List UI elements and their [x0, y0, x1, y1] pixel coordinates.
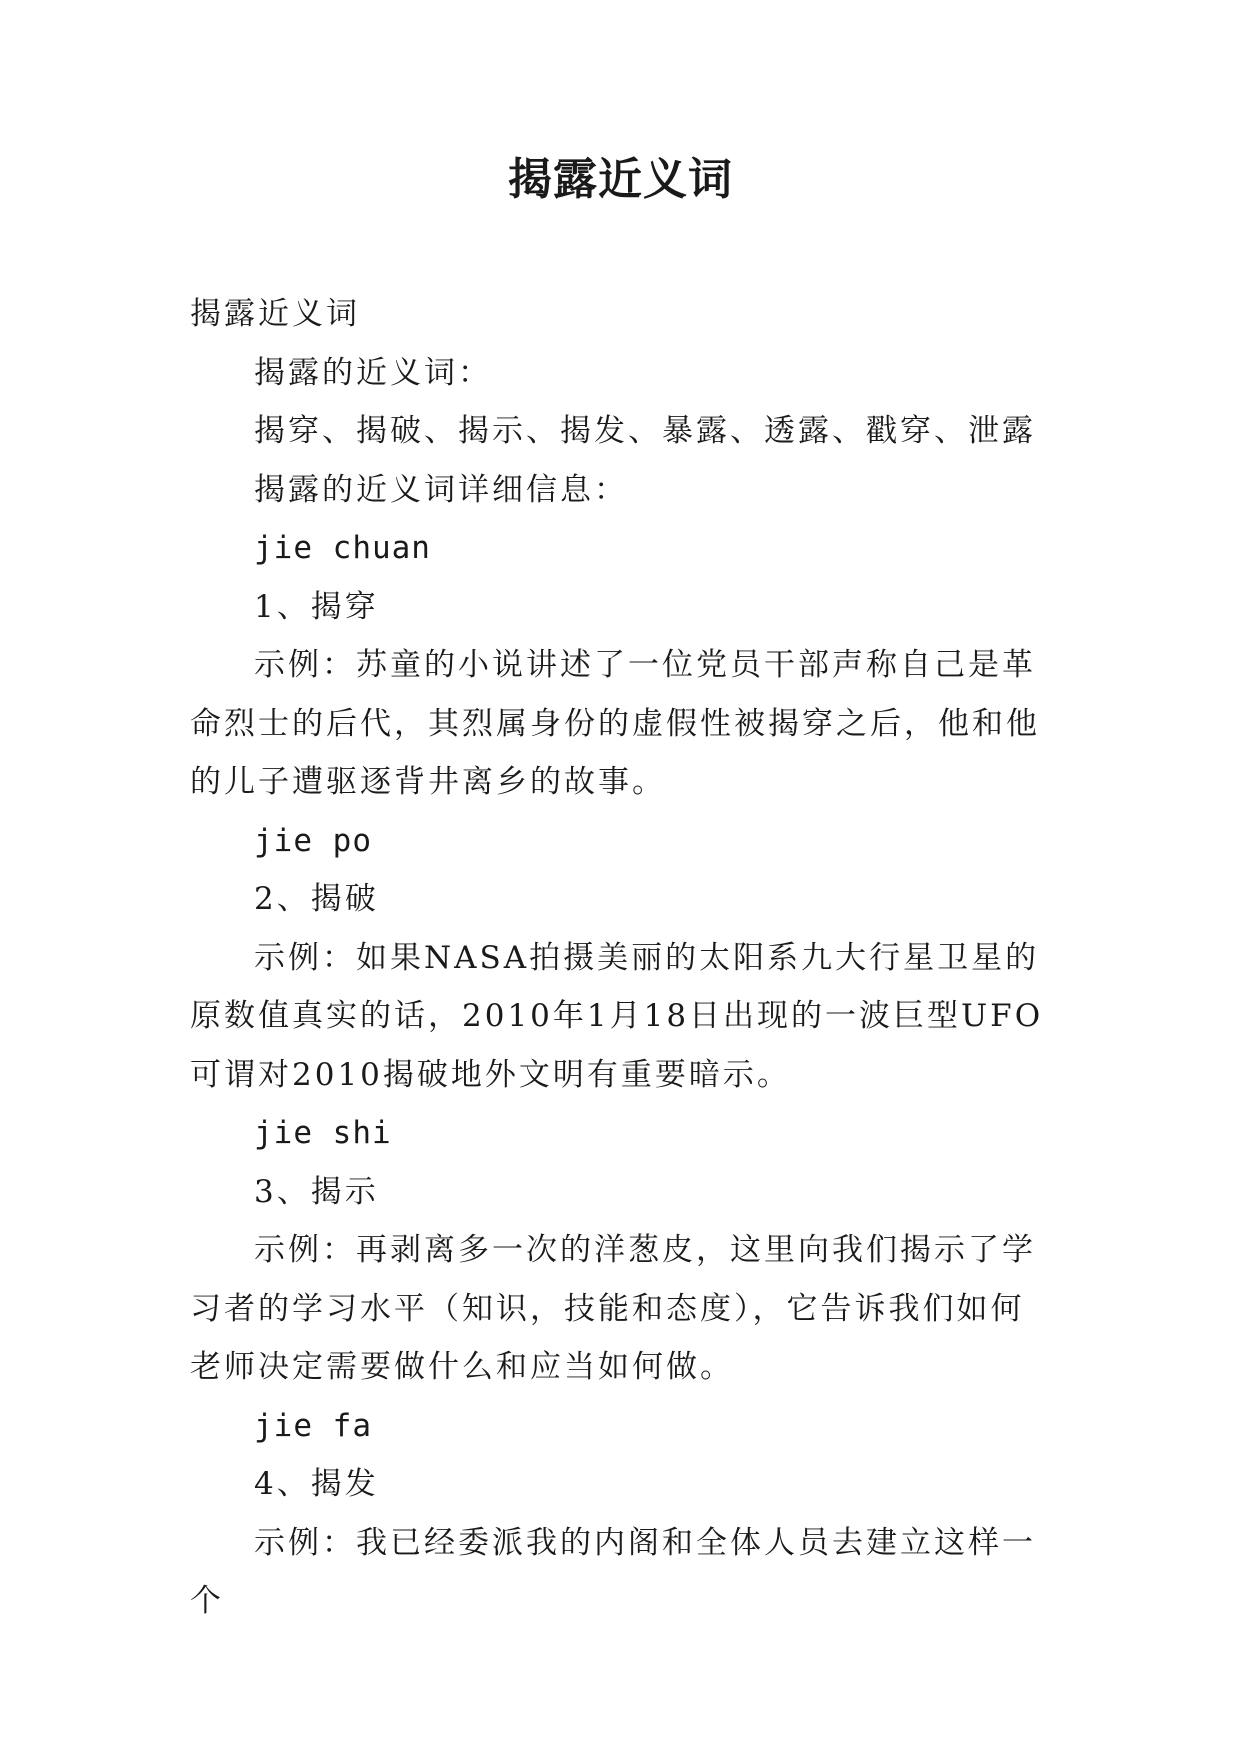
entry-heading-jiefa: 4、揭发: [254, 1466, 379, 1502]
pinyin-jie-po: jie po: [254, 822, 372, 859]
entry-heading-jieshi: 3、揭示: [254, 1173, 379, 1210]
details-label: 揭露的近义词详细信息：: [254, 471, 628, 508]
pinyin-jie-chuan: jie chuan: [254, 530, 431, 566]
entry-heading-jiechuan: 1、揭穿: [254, 588, 379, 625]
intro-heading: 揭露近义词: [190, 296, 360, 332]
example-jieshi: 示例：再剥离多一次的洋葱皮，这里向我们揭示了学习者的学习水平（知识，技能和态度），它告诉我们如何老师决定需要做什么和应当如何做。: [190, 1232, 1036, 1385]
example-jiefa: 示例：我已经委派我的内阁和全体人员去建立这样一个: [190, 1524, 1036, 1619]
synonyms-label: 揭露的近义词：: [254, 354, 492, 391]
synonyms-list: 揭穿、揭破、揭示、揭发、暴露、透露、戳穿、泄露: [254, 413, 1036, 449]
pinyin-jie-shi: jie shi: [254, 1115, 392, 1151]
pinyin-jie-fa: jie fa: [254, 1407, 372, 1444]
document-title: 揭露近义词: [508, 154, 733, 205]
entry-heading-jiepo: 2、揭破: [254, 881, 379, 917]
example-jiepo: 示例：如果NASA拍摄美丽的太阳系九大行星卫星的原数值真实的话，2010年1月18日出现的一波巨型UFO可谓对2010揭破地外文明有重要暗示。: [190, 939, 1044, 1093]
document-body: [190, 285, 1052, 1631]
example-jiechuan: 示例：苏童的小说讲述了一位党员干部声称自己是革命烈士的后代，其烈属身份的虚假性被揭穿之后，他和他的儿子遭驱逐背井离乡的故事。: [190, 647, 1040, 800]
